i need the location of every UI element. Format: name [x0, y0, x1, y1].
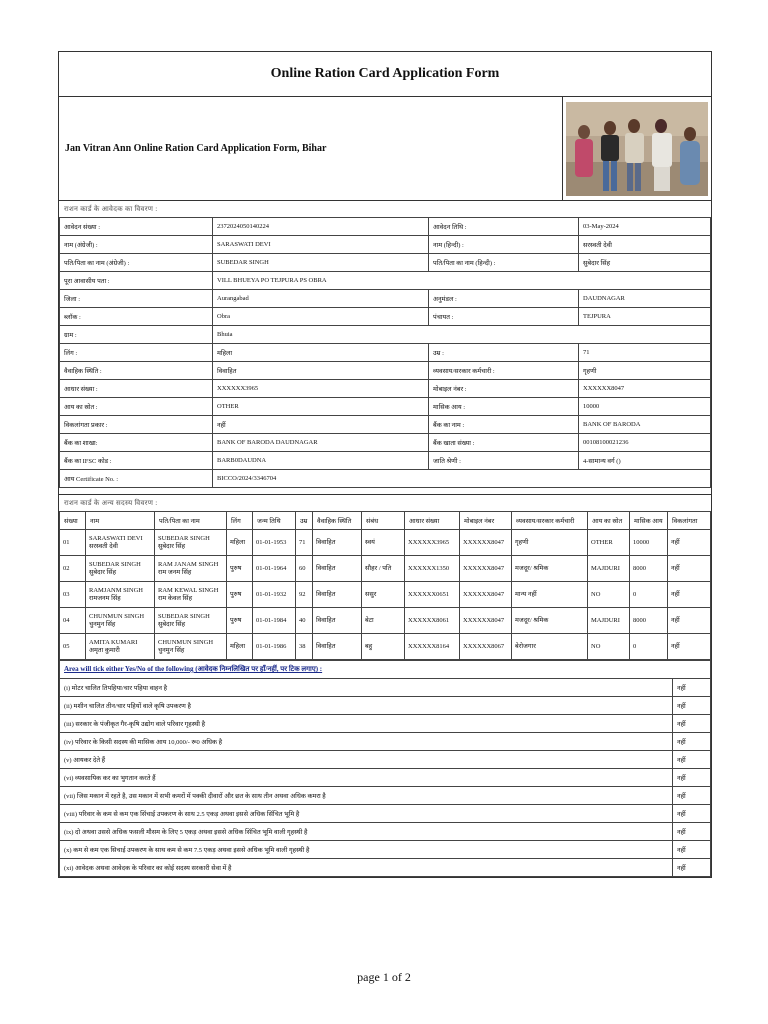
- eligibility-answer: नहीं: [673, 787, 711, 805]
- info-label: अनुमंडल :: [429, 290, 579, 308]
- member-cell: 04: [60, 608, 86, 634]
- info-value: TEJPURA: [579, 308, 711, 326]
- info-value: सरस्वती देवी: [579, 236, 711, 254]
- info-value: गृहणी: [579, 362, 711, 380]
- info-row: [60, 398, 711, 416]
- eligibility-row: [60, 751, 711, 769]
- info-value: 10000: [579, 398, 711, 416]
- member-cell: नहीं: [668, 530, 711, 556]
- eligibility-answer: नहीं: [673, 697, 711, 715]
- member-column-header: जन्म तिथि: [253, 512, 296, 530]
- info-label: जाति श्रेणी :: [429, 452, 579, 470]
- member-column-header: उम्र: [296, 512, 313, 530]
- info-row: [60, 452, 711, 470]
- member-cell: 01-01-1964: [253, 556, 296, 582]
- member-cell: गृहणी: [512, 530, 588, 556]
- member-cell: 60: [296, 556, 313, 582]
- info-label: बैंक खाता संख्या :: [429, 434, 579, 452]
- info-value: BANK OF BARODA DAUDNAGAR: [213, 434, 429, 452]
- info-label: मासिक आय :: [429, 398, 579, 416]
- info-row: [60, 272, 711, 290]
- info-value: BICCO/2024/3346704: [213, 470, 711, 488]
- eligibility-question: (x) कम से कम एक सिचाई उपकरण के साथ कम से कम 7.5 एकड़ अथवा इससे अधिक भूमि वाली गृहस्थी है: [60, 841, 673, 859]
- member-cell: 0: [630, 582, 668, 608]
- member-cell: 01: [60, 530, 86, 556]
- member-row: [60, 582, 711, 608]
- eligibility-row: [60, 787, 711, 805]
- member-cell: RAM KEWAL SINGH राम केवल सिंह: [155, 582, 227, 608]
- member-cell: 01-01-1953: [253, 530, 296, 556]
- member-cell: 8000: [630, 608, 668, 634]
- member-cell: नहीं: [668, 634, 711, 660]
- info-row: [60, 254, 711, 272]
- eligibility-question: (iv) परिवार के किसी सदस्य की मासिक आय 10,000/- रू0 अधिक है: [60, 733, 673, 751]
- member-cell: बहु: [362, 634, 405, 660]
- info-value: BANK OF BARODA: [579, 416, 711, 434]
- form-title: Online Ration Card Application Form: [59, 52, 711, 97]
- member-cell: XXXXXX0651: [405, 582, 460, 608]
- info-value: महिला: [213, 344, 429, 362]
- member-cell: सौहर / पति: [362, 556, 405, 582]
- form-subtitle: Jan Vitran Ann Online Ration Card Application Form, Bihar: [59, 97, 563, 200]
- info-row: [60, 470, 711, 488]
- member-cell: 8000: [630, 556, 668, 582]
- member-cell: पुरुष: [227, 556, 253, 582]
- info-value: नहीं: [213, 416, 429, 434]
- info-row: [60, 326, 711, 344]
- member-cell: NO: [588, 634, 630, 660]
- member-cell: XXXXXX8047: [460, 582, 512, 608]
- member-cell: 40: [296, 608, 313, 634]
- eligibility-answer: नहीं: [673, 751, 711, 769]
- member-column-header: पति/पिता का नाम: [155, 512, 227, 530]
- info-label: नाम (हिन्दी) :: [429, 236, 579, 254]
- page-number: page 1 of 2: [357, 970, 411, 984]
- member-cell: नहीं: [668, 556, 711, 582]
- eligibility-answer: नहीं: [673, 841, 711, 859]
- member-cell: OTHER: [588, 530, 630, 556]
- info-label: जिला :: [60, 290, 213, 308]
- eligibility-question: (vii) जिस मकान में रहते है, उस मकान में सभी कमरों में पक्की दीवारों और छत के साथ तीन अथवा अधिक कमरा है: [60, 787, 673, 805]
- member-cell: NO: [588, 582, 630, 608]
- eligibility-question: (viii) परिवार के कम से कम एक सिंचाई उपकरण के साथ 2.5 एकड़ अथवा इससे अधिक सिंचित भूमि है: [60, 805, 673, 823]
- member-row: [60, 608, 711, 634]
- member-cell: XXXXXX8047: [460, 556, 512, 582]
- member-cell: CHUNMUN SINGH चुनमुन सिंह: [155, 634, 227, 660]
- eligibility-answer: नहीं: [673, 679, 711, 697]
- member-column-header: लिंग: [227, 512, 253, 530]
- info-label: आय Certificate No. :: [60, 470, 213, 488]
- info-label: ब्लॉक :: [60, 308, 213, 326]
- member-cell: पुरुष: [227, 608, 253, 634]
- member-cell: 0: [630, 634, 668, 660]
- eligibility-row: [60, 841, 711, 859]
- member-cell: विवाहित: [313, 582, 362, 608]
- info-value: 2372024050140224: [213, 218, 429, 236]
- eligibility-question: (ix) दो अथवा उससे अधिक फसली मौसम के लिए 5 एकड़ अथवा इससे अधिक सिंचित भूमि वाली गृहस्थी है: [60, 823, 673, 841]
- eligibility-question: (vi) व्यवसायिक कर का भुगतान करते हैं: [60, 769, 673, 787]
- info-label: वैवाहिक स्थिति :: [60, 362, 213, 380]
- form-header: [59, 97, 711, 201]
- info-row: [60, 290, 711, 308]
- info-row: [60, 362, 711, 380]
- info-value: BARB0DAUDNA: [213, 452, 429, 470]
- member-column-header: आधार संख्या: [405, 512, 460, 530]
- member-cell: XXXXXX8067: [460, 634, 512, 660]
- member-cell: नहीं: [668, 608, 711, 634]
- members-table: [59, 511, 711, 660]
- member-cell: 02: [60, 556, 86, 582]
- eligibility-row: [60, 805, 711, 823]
- member-cell: स्वयं: [362, 530, 405, 556]
- applicant-photo: [563, 97, 711, 200]
- info-label: बैंक का शाखा:: [60, 434, 213, 452]
- member-cell: SUBEDAR SINGH सुबेदार सिंह: [86, 556, 155, 582]
- info-row: [60, 416, 711, 434]
- eligibility-answer: नहीं: [673, 859, 711, 877]
- member-cell: महिला: [227, 634, 253, 660]
- member-cell: मजदूर/ श्रमिक: [512, 556, 588, 582]
- eligibility-answer: नहीं: [673, 823, 711, 841]
- info-label: नाम (अंग्रेजी) :: [60, 236, 213, 254]
- applicant-details-table: [59, 217, 711, 488]
- member-column-header: विकलांगता: [668, 512, 711, 530]
- info-value: XXXXXX8047: [579, 380, 711, 398]
- member-cell: महिला: [227, 530, 253, 556]
- info-label: मोबाइल नंबर :: [429, 380, 579, 398]
- member-cell: पुरुष: [227, 582, 253, 608]
- member-column-header: आय का स्रोत: [588, 512, 630, 530]
- member-column-header: नाम: [86, 512, 155, 530]
- member-cell: XXXXXX8047: [460, 530, 512, 556]
- member-cell: XXXXXX8164: [405, 634, 460, 660]
- eligibility-row: [60, 823, 711, 841]
- member-column-header: मोबाइल नंबर: [460, 512, 512, 530]
- info-value: 00108100021236: [579, 434, 711, 452]
- member-column-header: मासिक आय: [630, 512, 668, 530]
- info-value: Aurangabad: [213, 290, 429, 308]
- eligibility-row: [60, 733, 711, 751]
- info-value: सुबेदार सिंह: [579, 254, 711, 272]
- eligibility-question: (i) मोटर चालित तिपहिया/चार पहिया वाहन है: [60, 679, 673, 697]
- member-cell: 10000: [630, 530, 668, 556]
- eligibility-row: [60, 859, 711, 877]
- info-label: विकलांगता प्रकार :: [60, 416, 213, 434]
- info-label: लिंग :: [60, 344, 213, 362]
- info-value: DAUDNAGAR: [579, 290, 711, 308]
- info-value: VILL BHUEYA PO TEJPURA PS OBRA: [213, 272, 711, 290]
- member-cell: 01-01-1932: [253, 582, 296, 608]
- member-cell: बेटा: [362, 608, 405, 634]
- eligibility-row: [60, 715, 711, 733]
- eligibility-row: [60, 697, 711, 715]
- info-value: Bhuia: [213, 326, 711, 344]
- member-cell: 01-01-1986: [253, 634, 296, 660]
- member-cell: SARASWATI DEVI सरस्वती देवी: [86, 530, 155, 556]
- eligibility-question: (iii) सरकार के पंजीकृत गैर-कृषि उद्योग वाले परिवार गृहस्थी है: [60, 715, 673, 733]
- eligibility-question: (xi) आवेदक अथवा आवेदक के परिवार का कोई सदस्य सरकारी सेवा में है: [60, 859, 673, 877]
- info-row: [60, 380, 711, 398]
- member-cell: MAJDURI: [588, 608, 630, 634]
- info-label: आधार संख्या :: [60, 380, 213, 398]
- info-label: आय का स्रोत :: [60, 398, 213, 416]
- member-cell: नहीं: [668, 582, 711, 608]
- info-value: XXXXXX3965: [213, 380, 429, 398]
- member-cell: 05: [60, 634, 86, 660]
- member-cell: बेरोजगार: [512, 634, 588, 660]
- info-value: 03-May-2024: [579, 218, 711, 236]
- member-cell: CHUNMUN SINGH चुनमुन सिंह: [86, 608, 155, 634]
- info-label: आवेदन संख्या :: [60, 218, 213, 236]
- info-label: ग्राम :: [60, 326, 213, 344]
- form-container: [58, 51, 712, 878]
- info-label: बैंक का IFSC कोड :: [60, 452, 213, 470]
- member-cell: XXXXXX8061: [405, 608, 460, 634]
- member-column-header: व्यवसाय/सरकार कर्मचारी: [512, 512, 588, 530]
- eligibility-answer: नहीं: [673, 769, 711, 787]
- member-column-header: वैवाहिक स्थिति: [313, 512, 362, 530]
- member-row: [60, 634, 711, 660]
- info-value: 4-सामान्य वर्ग (): [579, 452, 711, 470]
- member-cell: मान्य नहीं: [512, 582, 588, 608]
- info-row: [60, 434, 711, 452]
- member-cell: 92: [296, 582, 313, 608]
- info-value: विवाहित: [213, 362, 429, 380]
- eligibility-answer: नहीं: [673, 715, 711, 733]
- info-label: पति/पिता का नाम (अंग्रेजी) :: [60, 254, 213, 272]
- member-cell: विवाहित: [313, 634, 362, 660]
- info-label: पूरा आवासीय पता :: [60, 272, 213, 290]
- info-row: [60, 218, 711, 236]
- eligibility-answer: नहीं: [673, 733, 711, 751]
- member-cell: 38: [296, 634, 313, 660]
- member-cell: 03: [60, 582, 86, 608]
- info-label: पति/पिता का नाम (हिन्दी) :: [429, 254, 579, 272]
- eligibility-row: [60, 769, 711, 787]
- info-row: [60, 308, 711, 326]
- info-label: बैंक का नाम :: [429, 416, 579, 434]
- member-cell: XXXXXX3965: [405, 530, 460, 556]
- member-cell: 01-01-1984: [253, 608, 296, 634]
- member-cell: मजदूर/ श्रमिक: [512, 608, 588, 634]
- info-value: OTHER: [213, 398, 429, 416]
- member-cell: विवाहित: [313, 556, 362, 582]
- members-section-label: राशन कार्ड के अन्य सदस्य विवरण :: [59, 494, 711, 511]
- member-cell: ससुर: [362, 582, 405, 608]
- info-value: 71: [579, 344, 711, 362]
- info-label: व्यवसाय/सरकार कर्मचारी :: [429, 362, 579, 380]
- eligibility-heading: Area will tick either Yes/No of the following (आवेदक निम्नलिखित पर हाँ/नहीं, पर टिक लगाए) :: [60, 661, 711, 679]
- member-cell: विवाहित: [313, 530, 362, 556]
- eligibility-answer: नहीं: [673, 805, 711, 823]
- member-cell: 71: [296, 530, 313, 556]
- member-cell: XXXXXX1350: [405, 556, 460, 582]
- member-cell: RAMJANM SINGH रामजनम सिंह: [86, 582, 155, 608]
- member-cell: RAM JANAM SINGH राम जनम सिंह: [155, 556, 227, 582]
- info-row: [60, 236, 711, 254]
- member-cell: MAJDURI: [588, 556, 630, 582]
- member-row: [60, 530, 711, 556]
- applicant-section-label: राशन कार्ड के आवेदक का विवरण :: [64, 204, 158, 213]
- eligibility-row: [60, 679, 711, 697]
- member-cell: SUBEDAR SINGH सुबेदार सिंह: [155, 530, 227, 556]
- member-column-header: संख्या: [60, 512, 86, 530]
- info-label: पंचायत :: [429, 308, 579, 326]
- member-cell: SUBEDAR SINGH सुबेदार सिंह: [155, 608, 227, 634]
- eligibility-table: [59, 660, 711, 877]
- eligibility-question: (v) आयकर देते हैं: [60, 751, 673, 769]
- family-photo-image: [566, 102, 708, 196]
- member-cell: AMITA KUMARI अमृता कुमारी: [86, 634, 155, 660]
- member-cell: XXXXXX8047: [460, 608, 512, 634]
- member-cell: विवाहित: [313, 608, 362, 634]
- info-value: SARASWATI DEVI: [213, 236, 429, 254]
- info-value: Obra: [213, 308, 429, 326]
- eligibility-question: (ii) मशीन चालित तीन/चार पहियों वाले कृषि उपकरण है: [60, 697, 673, 715]
- member-row: [60, 556, 711, 582]
- info-row: [60, 344, 711, 362]
- member-column-header: संबंध: [362, 512, 405, 530]
- info-value: SUBEDAR SINGH: [213, 254, 429, 272]
- info-label: आवेदन तिथि :: [429, 218, 579, 236]
- info-label: उम्र :: [429, 344, 579, 362]
